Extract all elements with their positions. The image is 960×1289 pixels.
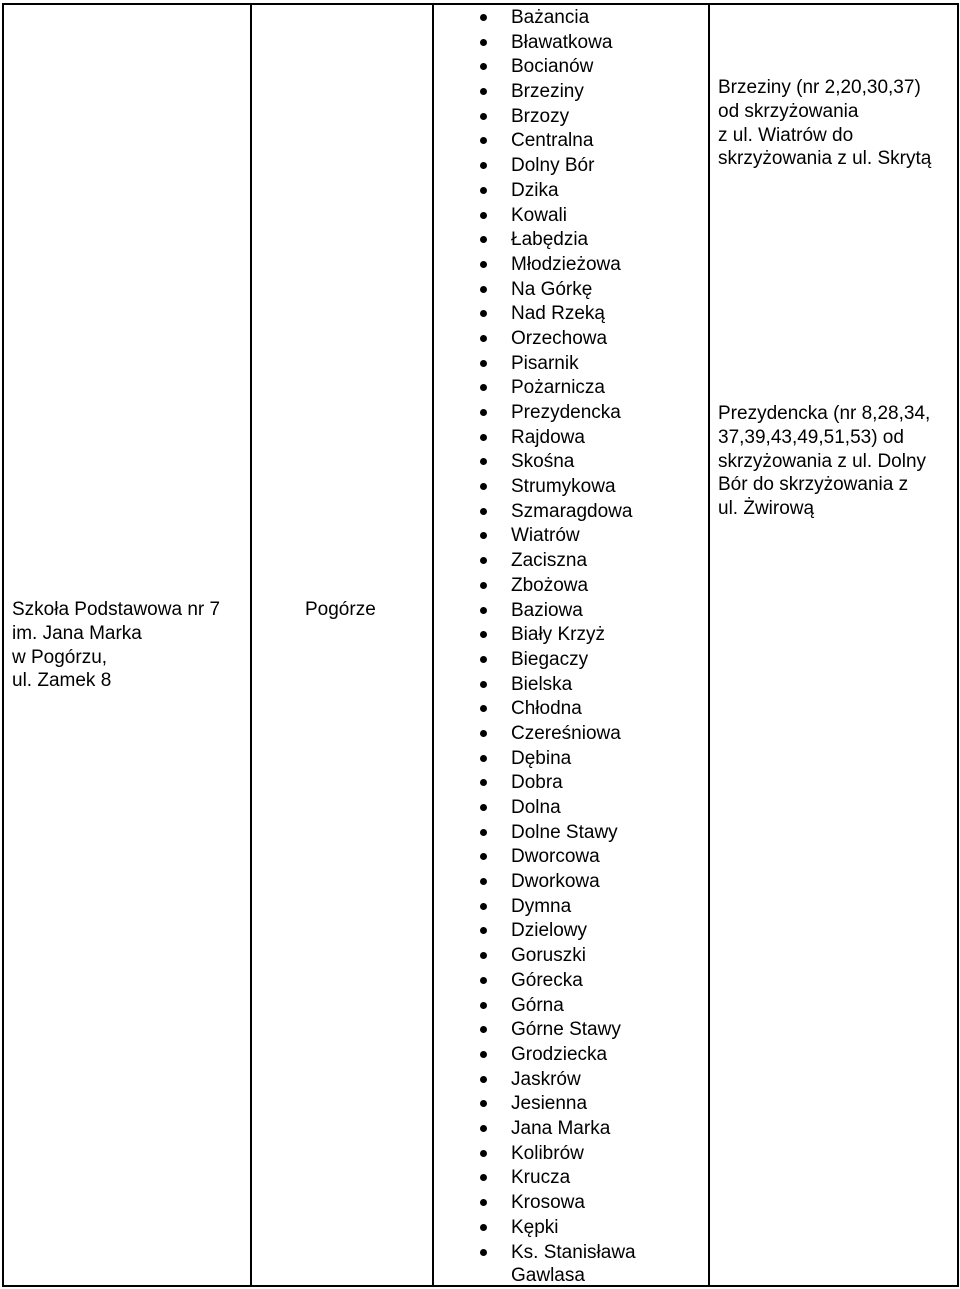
bullet-icon	[480, 14, 487, 21]
bullet-icon	[480, 162, 487, 169]
bullet-icon	[480, 903, 487, 910]
street-list-item	[476, 402, 661, 427]
note-line: z ul. Wiatrów do	[718, 124, 854, 146]
street-list-item	[476, 180, 661, 205]
school-name-cell	[12, 598, 248, 693]
street-name: Biały Krzyż	[511, 624, 605, 646]
street-list-item	[476, 427, 661, 452]
street-name: Prezydencka	[511, 402, 621, 423]
street-list-item	[476, 279, 661, 304]
bullet-icon	[480, 212, 487, 219]
street-list-item	[476, 1241, 661, 1287]
street-list-item	[476, 7, 661, 32]
street-list-item	[476, 205, 661, 230]
note-line: skrzyżowania z ul. Dolny	[718, 450, 927, 472]
street-list-item	[476, 1192, 661, 1217]
bullet-icon	[480, 829, 487, 836]
street-list-item	[476, 624, 661, 649]
street-name: Wiatrów	[511, 525, 580, 547]
school-name-line: im. Jana Marka	[12, 622, 142, 644]
street-list-item	[476, 896, 661, 921]
street-list-item	[476, 550, 661, 575]
street-list-item	[476, 1167, 661, 1192]
bullet-icon	[480, 532, 487, 539]
street-name: Bażancia	[511, 7, 590, 28]
bullet-icon	[480, 927, 487, 934]
street-name: Bielska	[511, 673, 573, 695]
locality-cell: Pogórze	[305, 599, 376, 620]
street-list-item	[476, 575, 661, 600]
bullet-icon	[480, 977, 487, 984]
street-name: Goruszki	[511, 945, 586, 967]
street-name: Strumykowa	[511, 476, 616, 498]
column-divider	[250, 3, 252, 1287]
street-name: Dworcowa	[511, 846, 600, 868]
street-list-item	[476, 871, 661, 896]
note-line: Brzeziny (nr 2,20,30,37)	[718, 77, 921, 98]
street-name: Szmaragdowa	[511, 500, 633, 522]
street-list-item	[476, 155, 661, 180]
bullet-icon	[480, 508, 487, 515]
bullet-icon	[480, 1125, 487, 1132]
street-list-item	[476, 1118, 661, 1143]
bullet-icon	[480, 286, 487, 293]
table-border-left	[2, 3, 4, 1287]
street-list-item	[476, 772, 661, 797]
bullet-icon	[480, 1002, 487, 1009]
street-list-item	[476, 723, 661, 748]
street-name: Orzechowa	[511, 327, 608, 349]
street-name: Kępki	[511, 1216, 559, 1238]
table-border-top	[3, 3, 958, 5]
street-name: Młodzieżowa	[511, 253, 621, 275]
school-name-line: Szkoła Podstawowa nr 7	[12, 599, 221, 620]
street-name: Bocianów	[511, 56, 594, 78]
street-list-item	[476, 698, 661, 723]
bullet-icon	[480, 730, 487, 737]
note-prezydencka	[718, 402, 956, 521]
bullet-icon	[480, 952, 487, 959]
note-line: Prezydencka (nr 8,28,34,	[718, 403, 931, 424]
bullet-icon	[480, 557, 487, 564]
street-name: Dzika	[511, 179, 559, 201]
bullet-icon	[480, 607, 487, 614]
street-name: Dolne Stawy	[511, 821, 618, 843]
bullet-icon	[480, 1249, 487, 1256]
street-list-item	[476, 1217, 661, 1242]
bullet-icon	[480, 39, 487, 46]
street-list	[476, 7, 661, 1287]
street-list-item	[476, 846, 661, 871]
street-name: Brzeziny	[511, 81, 584, 103]
bullet-icon	[480, 1150, 487, 1157]
street-list-item	[476, 303, 661, 328]
street-list-item	[476, 1069, 661, 1094]
bullet-icon	[480, 63, 487, 70]
street-name: Grodziecka	[511, 1043, 608, 1065]
bullet-icon	[480, 656, 487, 663]
street-list-item	[476, 525, 661, 550]
bullet-icon	[480, 88, 487, 95]
bullet-icon	[480, 384, 487, 391]
street-name: Bławatkowa	[511, 31, 613, 53]
street-name: Górne Stawy	[511, 1019, 621, 1041]
street-name: Krucza	[511, 1167, 571, 1189]
street-name: Skośna	[511, 451, 575, 473]
bullet-icon	[480, 631, 487, 638]
note-line: Bór do skrzyżowania z	[718, 474, 909, 496]
bullet-icon	[480, 1224, 487, 1231]
street-list-item	[476, 920, 661, 945]
street-name: Centralna	[511, 130, 594, 152]
street-name: Kowali	[511, 204, 567, 226]
street-name: Dworkowa	[511, 871, 600, 893]
street-list-item	[476, 56, 661, 81]
bullet-icon	[480, 187, 487, 194]
street-name: Krosowa	[511, 1192, 585, 1213]
table-border-right	[957, 3, 959, 1287]
bullet-icon	[480, 1100, 487, 1107]
bullet-icon	[480, 409, 487, 416]
bullet-icon	[480, 236, 487, 243]
street-list-item	[476, 229, 661, 254]
note-line: 37,39,43,49,51,53) od	[718, 426, 904, 448]
street-list-item	[476, 353, 661, 378]
bullet-icon	[480, 458, 487, 465]
street-list-item	[476, 945, 661, 970]
street-list-item	[476, 476, 661, 501]
street-name: Nad Rzeką	[511, 303, 605, 325]
note-line: skrzyżowania z ul. Skrytą	[718, 148, 932, 170]
street-list-item	[476, 106, 661, 131]
bullet-icon	[480, 582, 487, 589]
street-name: Ks. Stanisława Gawlasa	[511, 1242, 636, 1287]
bullet-icon	[480, 113, 487, 120]
street-name: Brzozy	[511, 105, 570, 127]
street-list-item	[476, 797, 661, 822]
bullet-icon	[480, 483, 487, 490]
street-list-item	[476, 81, 661, 106]
street-list-item	[476, 822, 661, 847]
street-list-item	[476, 649, 661, 674]
note-line: od skrzyżowania	[718, 100, 859, 122]
bullet-icon	[480, 853, 487, 860]
note-line: ul. Żwirową	[718, 498, 815, 520]
street-list-item	[476, 501, 661, 526]
street-name: Zbożowa	[511, 574, 589, 596]
street-name: Dolny Bór	[511, 155, 595, 177]
column-divider	[432, 3, 434, 1287]
street-list-item	[476, 600, 661, 625]
street-list-item	[476, 1019, 661, 1044]
street-name: Rajdowa	[511, 426, 585, 448]
street-name: Baziowa	[511, 599, 583, 621]
bullet-icon	[480, 335, 487, 342]
street-list-item	[476, 451, 661, 476]
note-brzeziny	[718, 76, 956, 171]
street-name: Czereśniowa	[511, 722, 621, 744]
bullet-icon	[480, 755, 487, 762]
bullet-icon	[480, 1076, 487, 1083]
school-address-line: ul. Zamek 8	[12, 670, 112, 692]
street-list-item	[476, 970, 661, 995]
bullet-icon	[480, 1026, 487, 1033]
street-list-item	[476, 995, 661, 1020]
bullet-icon	[480, 878, 487, 885]
bullet-icon	[480, 1051, 487, 1058]
street-name: Dobra	[511, 772, 563, 794]
street-list-item	[476, 1143, 661, 1168]
street-name: Dębina	[511, 747, 572, 769]
street-list-item	[476, 130, 661, 155]
street-name: Górna	[511, 994, 564, 1016]
street-name: Jaskrów	[511, 1068, 581, 1090]
street-name: Dymna	[511, 895, 572, 917]
street-list-item	[476, 32, 661, 57]
street-name: Na Górkę	[511, 278, 593, 300]
street-list-item	[476, 328, 661, 353]
street-name: Chłodna	[511, 698, 582, 720]
bullet-icon	[480, 804, 487, 811]
bullet-icon	[480, 681, 487, 688]
street-name: Kolibrów	[511, 1142, 584, 1164]
street-name: Jana Marka	[511, 1117, 611, 1139]
street-name: Górecka	[511, 969, 583, 991]
street-list-item	[476, 748, 661, 773]
bullet-icon	[480, 434, 487, 441]
bullet-icon	[480, 310, 487, 317]
column-divider	[708, 3, 710, 1287]
street-list-item	[476, 1093, 661, 1118]
street-list-item	[476, 674, 661, 699]
bullet-icon	[480, 1174, 487, 1181]
street-list-item	[476, 377, 661, 402]
bullet-icon	[480, 261, 487, 268]
bullet-icon	[480, 360, 487, 367]
street-list-item	[476, 1044, 661, 1069]
bullet-icon	[480, 779, 487, 786]
bullet-icon	[480, 705, 487, 712]
street-name: Pożarnicza	[511, 377, 605, 399]
street-name: Biegaczy	[511, 648, 589, 670]
bullet-icon	[480, 137, 487, 144]
street-name: Jesienna	[511, 1093, 588, 1115]
street-name: Łabędzia	[511, 229, 589, 251]
school-address-line: w Pogórzu,	[12, 646, 108, 668]
street-name: Pisarnik	[511, 352, 579, 374]
street-name: Dzielowy	[511, 920, 588, 942]
street-name: Zaciszna	[511, 550, 588, 572]
bullet-icon	[480, 1199, 487, 1206]
street-name: Dolna	[511, 797, 561, 818]
street-list-item	[476, 254, 661, 279]
